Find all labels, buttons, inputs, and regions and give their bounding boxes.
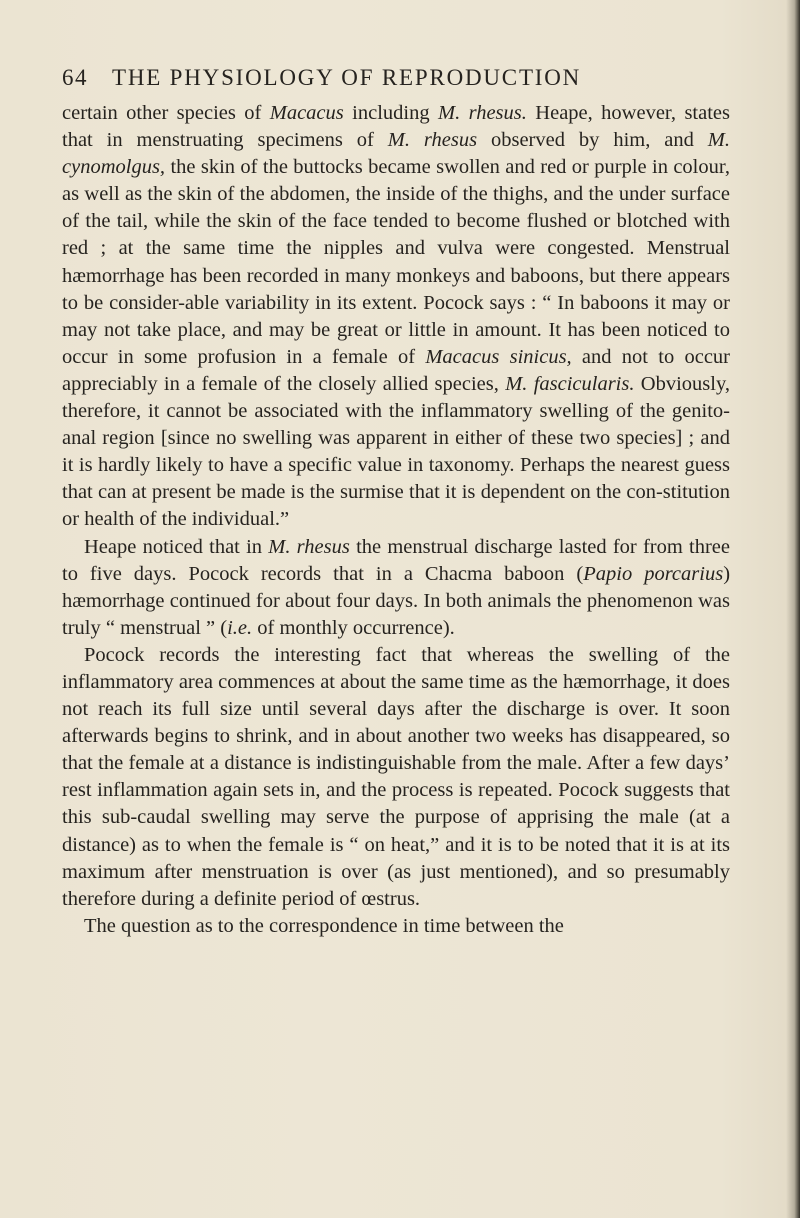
- italic-text: i.e.: [227, 616, 253, 639]
- paragraph-3: [62, 642, 730, 913]
- italic-text: Macacus sinicus,: [425, 345, 572, 368]
- text-segment: Obviously, therefore, it cannot be associated with the inflammatory swelling of the genito-anal region [since no swelling was apparent in either of these two species] ; and it is hardly likely to have a specific value in taxonomy. Perhaps the nearest guess that can at present be made is the surmise that it is dependent on the con-stitution or health of the individual.”: [62, 372, 731, 531]
- paragraph-1: [62, 100, 730, 534]
- text-segment: the menstrual discharge lasted for from three to five days. Pocock records that in a Chacma baboon (: [62, 535, 730, 585]
- text-segment: the skin of the buttocks became swollen and red or purple in colour, as well as the skin of the abdomen, the inside of the thighs, and the under surface of the tail, while the skin of the face tended to become flushed or blotched with red ; at the same time the nipples and vulva were congested. Menstrual hæmorrhage has been recorded in many monkeys and baboons, but there appears to be consider-able variability in its extent. Pocock says : “ In baboons it may or may not take place, and may be great or little in amount. It has been noticed to occur in some profusion in a female of: [62, 156, 730, 368]
- text-segment: certain other species of: [62, 102, 270, 124]
- paragraph-2: [62, 534, 730, 642]
- italic-text: M. rhesus: [268, 535, 350, 558]
- italic-text: M. cynomolgus,: [62, 129, 730, 179]
- italic-text: M. fascicularis.: [505, 372, 635, 395]
- text-segment: of monthly occurrence).: [252, 616, 455, 639]
- running-title: THE PHYSIOLOGY OF REPRODUCTION: [112, 65, 582, 90]
- italic-text: M. rhesus.: [438, 102, 527, 124]
- page-number: 64: [62, 65, 88, 90]
- italic-text: Macacus: [269, 102, 344, 124]
- running-header: [62, 62, 762, 94]
- text-segment: including: [343, 102, 438, 124]
- text-segment: and not to occur appreciably in a female of the closely allied species,: [62, 345, 730, 395]
- text-segment: Pocock records the interesting fact that whereas the swelling of the inflammatory area commences at about the same time as the hæmorrhage, it does not reach its full size until several days after the discharge is over. It soon afterwards begins to shrink, and in about another two weeks has disappeared, so that the female at a distance is indistinguishable from the male. After a few days’ rest inflammation again sets in, and the process is repeated. Pocock suggests that this sub-caudal swelling may serve the purpose of apprising the male (at a distance) as to when the female is “ on heat,” and it is to be noted that it is at its maximum after menstruation is over (as just mentioned), and so presumably therefore during a definite period of œstrus.: [62, 643, 730, 910]
- page-edge-shadow: [786, 0, 800, 1218]
- text-segment: ) hæmorrhage continued for about four days. In both animals the phenomenon was truly “ menstrual ” (: [62, 562, 731, 639]
- italic-text: Papio porcarius: [583, 562, 724, 585]
- text-segment: The question as to the correspondence in time between the: [84, 914, 564, 937]
- text-segment: observed by him, and: [477, 129, 708, 152]
- paragraph-4: [62, 913, 730, 940]
- body-text: [62, 100, 730, 940]
- italic-text: M. rhesus: [387, 129, 478, 152]
- text-segment: Heape noticed that in: [84, 535, 269, 558]
- text-segment: Heape, however, states that in menstruating specimens of: [62, 102, 730, 152]
